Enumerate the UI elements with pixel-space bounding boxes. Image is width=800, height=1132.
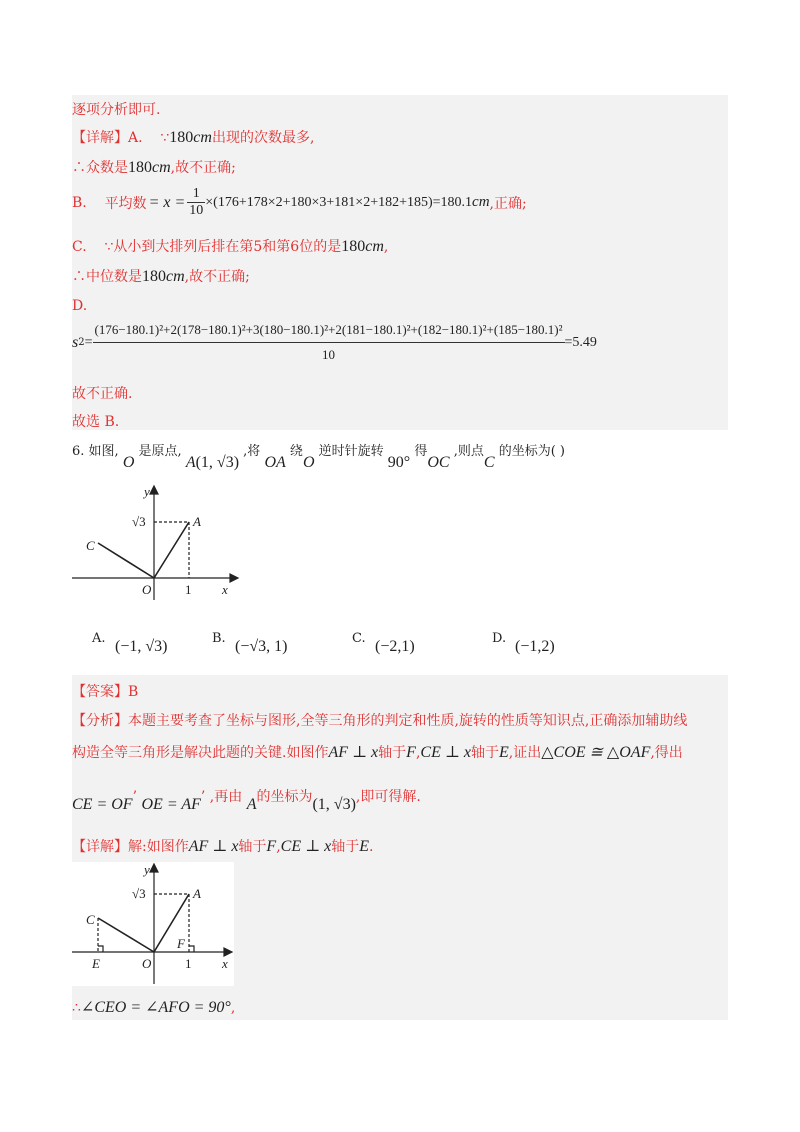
- math: OC: [427, 454, 450, 471]
- variance-fraction: [93, 322, 565, 363]
- text-line-10: [72, 411, 119, 431]
- text: ,将: [243, 444, 261, 459]
- text: ,则点: [453, 444, 484, 459]
- option-label: B.: [212, 631, 226, 646]
- text: 逐项分析即可.: [72, 102, 161, 118]
- math: AF ⊥ x: [188, 838, 239, 855]
- text: 轴于: [470, 745, 499, 761]
- text-line-6: [72, 266, 250, 286]
- text: 平均数: [104, 195, 147, 212]
- therefore-symbol: ∴: [72, 1000, 81, 1016]
- text-line-9: [72, 383, 132, 403]
- analysis-line-3: CE = OF’ OE = AF’ ,再由 A的坐标为(1, √3),即可得解.: [72, 789, 421, 813]
- label-a: A: [193, 886, 201, 901]
- label-one: 1: [185, 582, 192, 597]
- text: 【分析】本题主要考查了坐标与图形,全等三角形的判定和性质,旋转的性质等知识点,正确添加辅助线: [72, 713, 688, 729]
- math: O: [122, 454, 135, 471]
- math: OA: [264, 454, 286, 471]
- math: (1, √3): [312, 796, 356, 813]
- math: ×(176+178×2+180×3+181×2+182+185)=180.1: [205, 194, 473, 210]
- variance-symbol: s: [72, 333, 79, 351]
- answer-line: [72, 681, 138, 701]
- text: ,证出: [508, 745, 542, 761]
- label: B.: [72, 194, 87, 211]
- text: 解:如图作: [128, 839, 189, 855]
- detail-tag: 【详解】: [72, 839, 128, 855]
- value: 180: [169, 129, 194, 146]
- text: 逆时针旋转: [318, 444, 384, 459]
- text: ,即可得解.: [355, 789, 421, 805]
- math: AF ⊥ x: [328, 744, 379, 761]
- detail-line: [72, 836, 373, 856]
- result: =5.49: [564, 334, 597, 350]
- figure-2: [72, 862, 234, 986]
- value: 180: [341, 238, 366, 255]
- label-c: C: [86, 912, 95, 927]
- math: CE = OF: [72, 796, 133, 813]
- answer: 【答案】B: [72, 684, 139, 700]
- text-line-4: [72, 186, 527, 219]
- math: (1, √3): [195, 454, 240, 471]
- math: 90°: [387, 454, 411, 471]
- text: 轴于: [331, 839, 360, 855]
- text: 轴于: [238, 839, 267, 855]
- math: E: [498, 744, 509, 761]
- value: 180: [142, 268, 166, 285]
- option-value: (−2,1): [375, 638, 415, 655]
- math: = x =: [148, 193, 186, 211]
- option-label: D.: [492, 631, 507, 646]
- label: C.: [72, 239, 87, 255]
- text-line-5: [72, 236, 388, 256]
- unit: cm: [152, 159, 171, 176]
- text: ,: [415, 745, 421, 761]
- text: ,正确;: [489, 195, 527, 212]
- text: ∵从小到大排列后排在第5和第6位的是: [104, 239, 342, 255]
- unit: cm: [365, 238, 384, 255]
- figure-1: [72, 482, 242, 602]
- numerator: (176−180.1)²+2(178−180.1)²+3(180−180.1)²+2(181−180.1)²+(182−180.1)²+(185−180.1)²: [93, 322, 565, 343]
- option-value: (−1, √3): [115, 638, 168, 655]
- label-x: x: [222, 956, 228, 971]
- option-value: (−√3, 1): [235, 638, 288, 655]
- label: D.: [72, 298, 88, 314]
- x-arrow: [224, 948, 232, 956]
- text: ,: [230, 1000, 236, 1016]
- segment-oc: [98, 918, 154, 952]
- text: 构造全等三角形是解决此题的关键.如图作: [72, 745, 329, 761]
- text-line-1: [72, 99, 160, 119]
- since-symbol: ∵: [160, 130, 170, 146]
- question-number: 6.: [72, 444, 85, 459]
- math: A: [185, 454, 196, 471]
- label-x: x: [222, 582, 228, 597]
- text: 得: [414, 444, 428, 459]
- unit: cm: [193, 129, 212, 146]
- math: CE ⊥ x: [420, 744, 471, 761]
- text: ,: [276, 839, 281, 855]
- label-c: C: [86, 538, 95, 553]
- denominator: 10: [322, 347, 335, 362]
- label-one: 1: [185, 956, 192, 971]
- fraction: [187, 186, 205, 219]
- text-line-3: [72, 157, 236, 177]
- label: A.: [128, 130, 143, 146]
- label-o: O: [142, 956, 152, 971]
- question-6: [72, 440, 565, 470]
- text: 的坐标为: [256, 789, 313, 805]
- label-a: A: [193, 514, 201, 529]
- text: ∴中位数是: [72, 269, 142, 285]
- option-label: C.: [352, 631, 366, 646]
- denominator: 10: [189, 203, 204, 218]
- analysis-line-2: [72, 742, 683, 762]
- math: OE = AF: [141, 796, 201, 813]
- text: 出现的次数最多,: [211, 130, 315, 146]
- analysis-line-1: [72, 710, 687, 730]
- text: 故不正确.: [72, 386, 133, 402]
- text-line-7: [72, 298, 87, 314]
- y-arrow: [150, 486, 158, 494]
- text: 绕: [289, 444, 303, 459]
- label-y: y: [144, 862, 150, 877]
- variance-formula: s 2 = (176−180.1)²+2(178−180.1)²+3(180−180.1)²+2(181−180.1)²+(182−180.1)²+(185−180.1)² 10 =5.49: [72, 322, 597, 362]
- detail-tag: 【详解】: [72, 130, 128, 146]
- math: F: [266, 838, 277, 855]
- text: ,得出: [650, 745, 683, 761]
- math: C: [483, 454, 495, 471]
- label-o: O: [142, 582, 152, 597]
- math: A: [246, 796, 257, 813]
- y-arrow: [150, 864, 158, 872]
- numerator: 1: [187, 186, 205, 203]
- math: F: [406, 744, 416, 761]
- segment-oc: [98, 543, 154, 578]
- text: ,再由: [209, 789, 243, 805]
- text: ,故不正确;: [170, 160, 236, 176]
- value: 180: [128, 159, 152, 176]
- text: 是原点,: [138, 444, 182, 459]
- text: ∴众数是: [72, 160, 128, 176]
- option-label: A.: [92, 631, 106, 646]
- unit: cm: [166, 268, 185, 285]
- label-sqrt3: √3: [132, 886, 146, 901]
- text: 故选 B.: [72, 414, 120, 430]
- right-angle-f: [189, 946, 194, 952]
- final-line: [72, 997, 235, 1017]
- label-f: F: [177, 936, 185, 951]
- text: 如图,: [88, 444, 119, 459]
- text: ,: [383, 239, 389, 255]
- math: O: [302, 454, 315, 471]
- option-value: (−1,2): [515, 638, 555, 655]
- math: CE ⊥ x: [280, 838, 332, 855]
- math: E: [359, 838, 370, 855]
- math: △COE ≅ △OAF: [541, 744, 651, 761]
- label-sqrt3: √3: [132, 514, 146, 529]
- text-line-2: [72, 127, 314, 147]
- label-e: E: [92, 956, 100, 971]
- math: ∠CEO = ∠AFO = 90°: [80, 999, 231, 1016]
- segment-oa: [154, 522, 189, 578]
- text: 轴于: [378, 745, 407, 761]
- superscript: 2: [78, 337, 85, 348]
- text: ,故不正确;: [184, 269, 250, 285]
- right-angle-e: [98, 946, 103, 952]
- x-arrow: [230, 574, 238, 582]
- label-y: y: [144, 484, 150, 499]
- unit: cm: [472, 194, 490, 210]
- text: .: [369, 839, 374, 855]
- text: 的坐标为( ): [498, 444, 565, 459]
